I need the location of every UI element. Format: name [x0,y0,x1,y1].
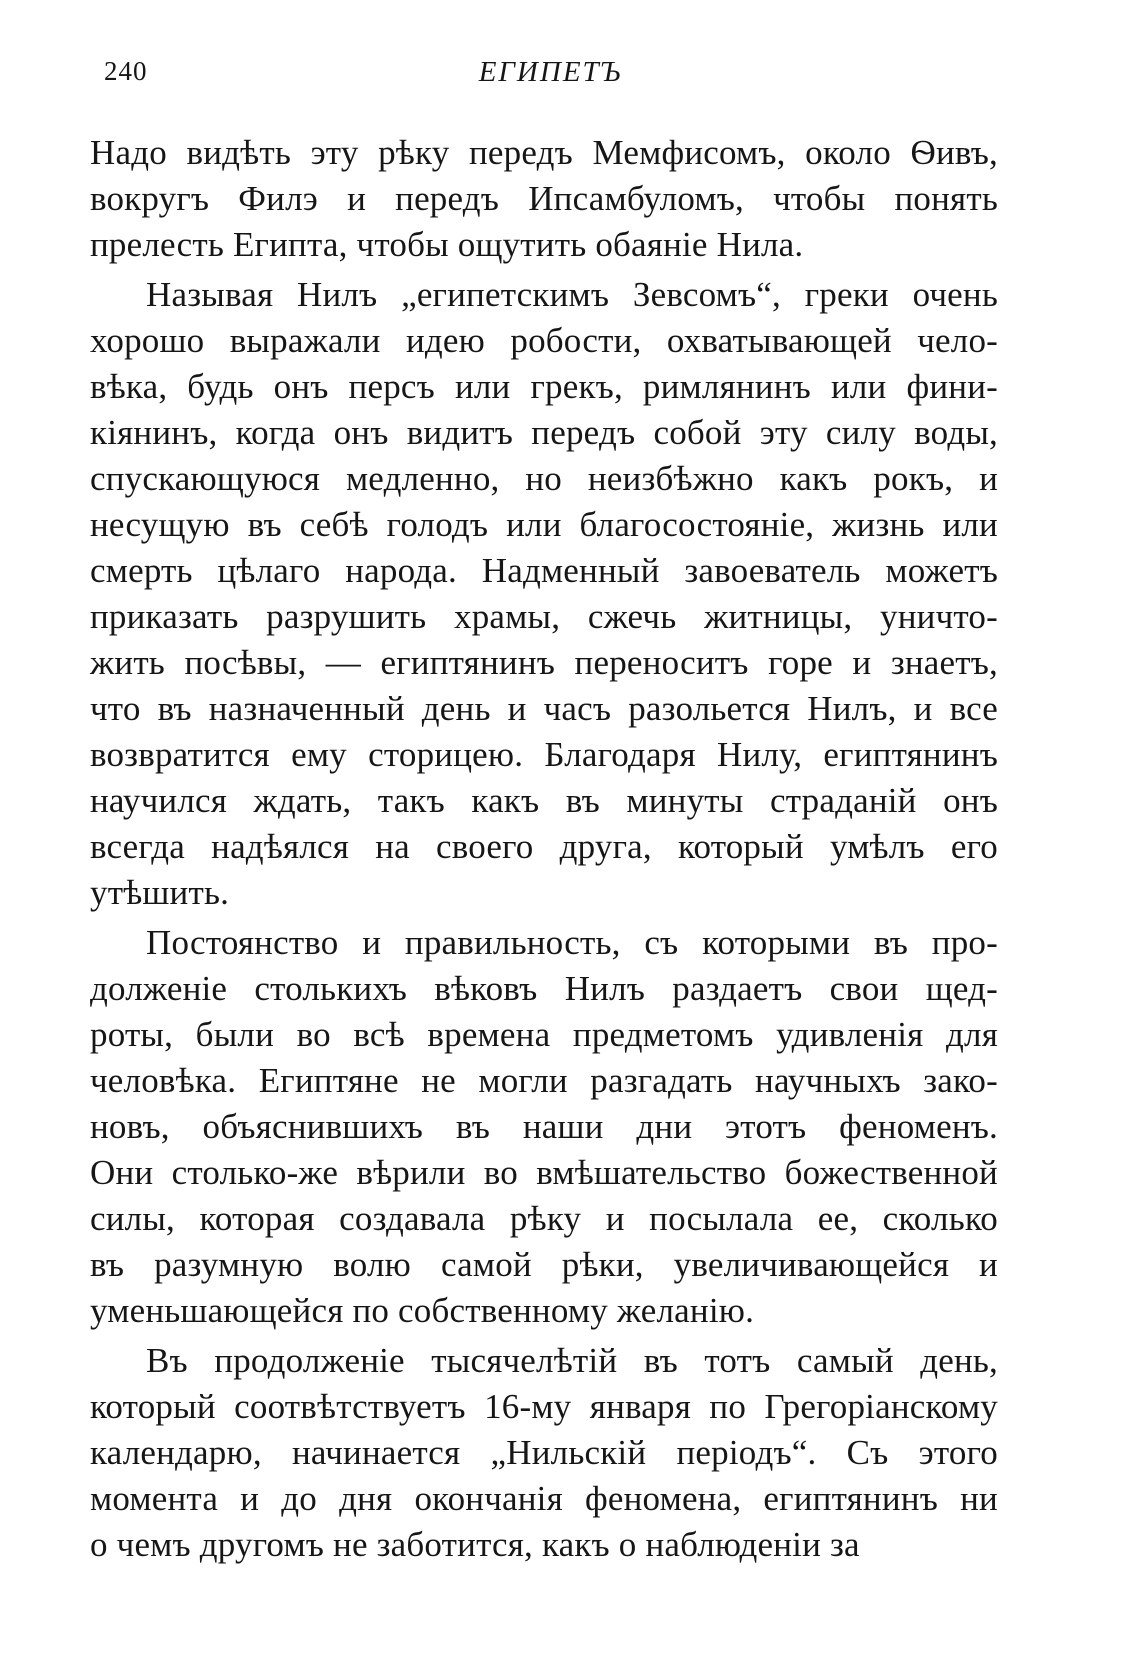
text-line: приказать разрушить храмы, сжечь житницы, уничто- [90,597,998,636]
text-line: момента и до дня окончанія феномена, египтянинъ ни [90,1479,998,1518]
running-title: ЕГИПЕТЪ [478,56,623,88]
text-line: что въ назначенный день и часъ разольется Нилъ, и все [90,689,998,728]
page-number: 240 [104,56,148,86]
text-line: въ разумную волю самой рѣки, увеличивающейся и [90,1245,998,1284]
text-line: вѣка, будь онъ персъ или грекъ, римлянинъ или фини- [90,367,998,406]
text-line: силы, которая создавала рѣку и посылала ее, сколько [90,1199,998,1238]
text-line: человѣка. Египтяне не могли разгадать научныхъ зако- [90,1061,998,1100]
paragraph [90,1338,998,1568]
text-line: который соотвѣтствуетъ 16-му января по Грегоріанскому [90,1387,998,1426]
text-line: роты, были во всѣ времена предметомъ удивленія для [90,1015,998,1054]
text-line: жить посѣвы, — египтянинъ переноситъ горе и знаетъ, [90,643,998,682]
page-header [98,56,1003,96]
text-line: календарю, начинается „Нильскій періодъ“. Съ этого [90,1433,998,1472]
text-line: Постоянство и правильность, съ которыми въ про- [146,923,998,962]
text-line: несущую въ себѣ голодъ или благосостояніе, жизнь или [90,505,998,544]
text-line: утѣшить. [90,873,230,912]
text-line: вокругъ Филэ и передъ Ипсамбуломъ, чтобы понять [90,179,998,218]
text-line: прелесть Египта, чтобы ощутить обаяніе Нила. [90,225,804,264]
text-line: Въ продолженіе тысячелѣтій въ тотъ самый день, [146,1341,998,1380]
body-text [90,130,998,1568]
text-line: долженіе столькихъ вѣковъ Нилъ раздаетъ свои щед- [90,969,998,1008]
text-line: новъ, объяснившихъ въ наши дни этотъ феноменъ. [90,1107,998,1146]
text-line: научился ждать, такъ какъ въ минуты страданій онъ [90,781,998,820]
paragraph [90,920,998,1334]
text-line: всегда надѣялся на своего друга, который умѣлъ его [90,827,998,866]
text-line: Они столько-же вѣрили во вмѣшательство божественной [90,1153,998,1192]
text-line: Надо видѣть эту рѣку передъ Мемфисомъ, около Ѳивъ, [90,133,998,172]
text-line: кіянинъ, когда онъ видитъ передъ собой эту силу воды, [90,413,998,452]
text-line: возвратится ему сторицею. Благодаря Нилу, египтянинъ [90,735,998,774]
text-line: смерть цѣлаго народа. Надменный завоеватель можетъ [90,551,998,590]
text-line: Называя Нилъ „египетскимъ Зевсомъ“, греки очень [146,275,998,314]
text-line: уменьшающейся по собственному желанію. [90,1291,755,1330]
paragraph [90,272,998,916]
text-line: о чемъ другомъ не заботится, какъ о наблюденіи за [90,1525,860,1564]
paragraph [90,130,998,268]
text-line: спускающуюся медленно, но неизбѣжно какъ рокъ, и [90,459,998,498]
text-line: хорошо выражали идею робости, охватывающей чело- [90,321,998,360]
